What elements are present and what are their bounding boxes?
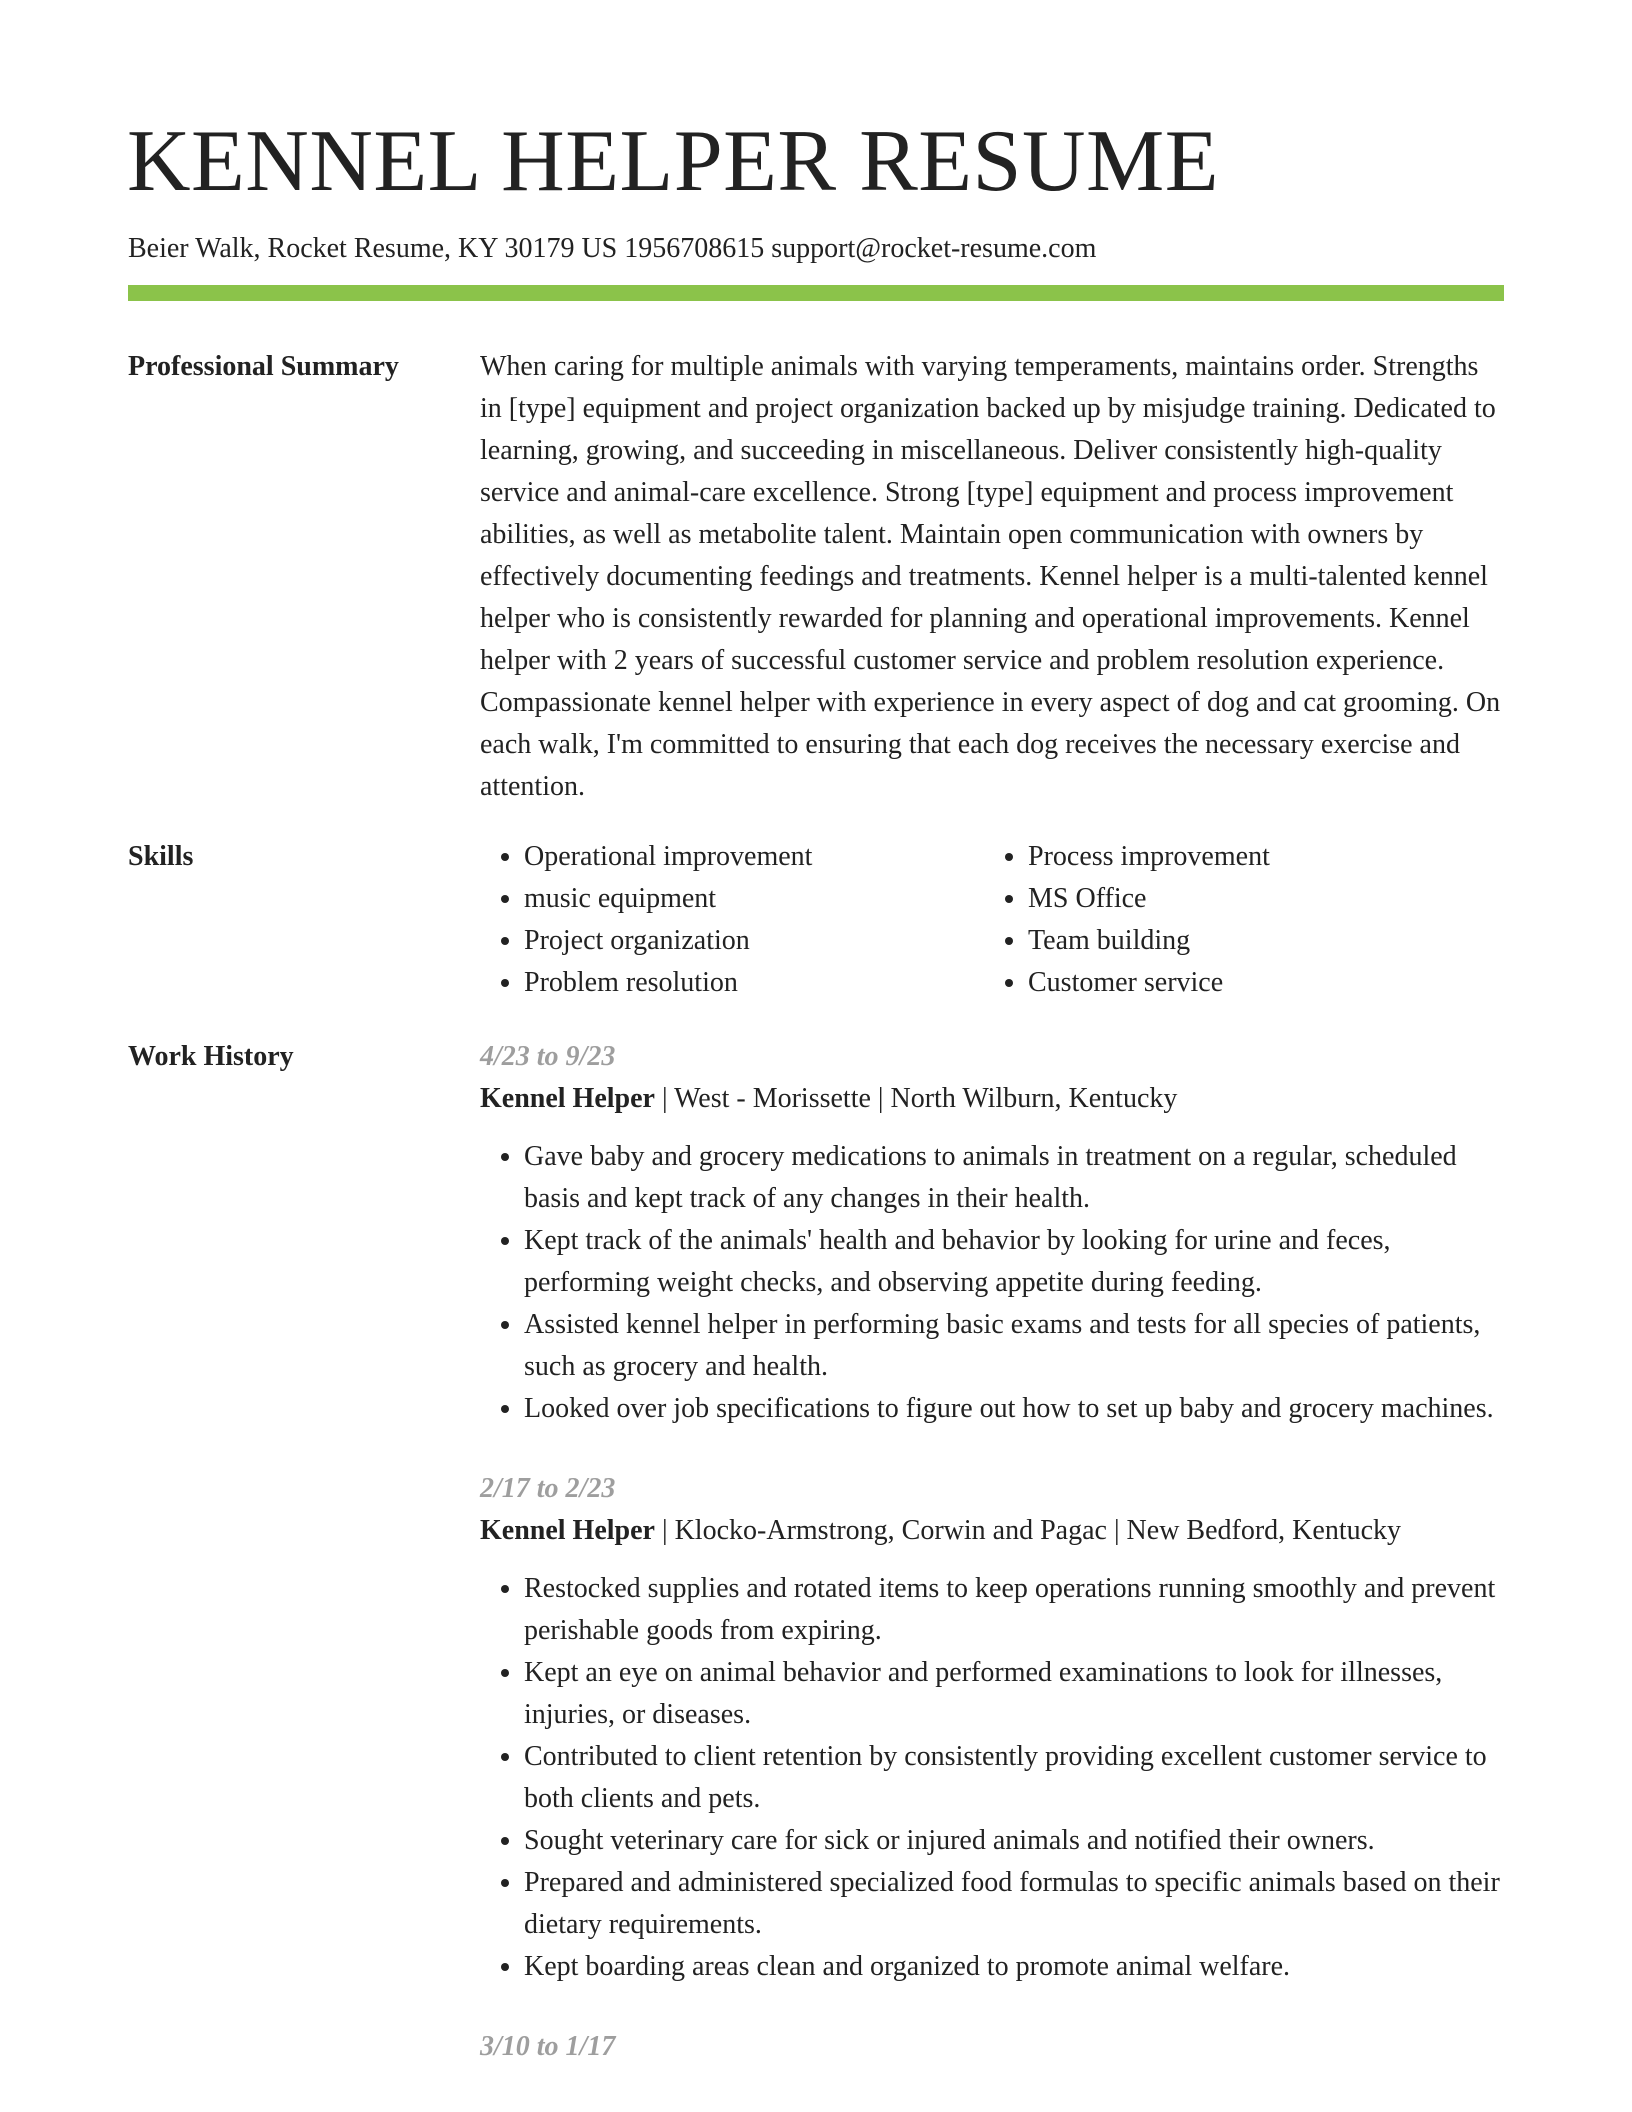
job-duty: • Sought veterinary care for sick or injured animals and notified their owners.	[524, 1820, 1504, 1862]
job-employer-location: | Klocko-Armstrong, Corwin and Pagac | New Bedford, Kentucky	[654, 1515, 1402, 1546]
job-duty: • Looked over job specifications to figure out how to set up baby and grocery machines.	[524, 1388, 1504, 1430]
job-duty: • Prepared and administered specialized food formulas to specific animals based on their dietary requirements.	[524, 1862, 1504, 1946]
job-duties	[480, 1568, 1504, 1988]
job-duty: • Assisted kennel helper in performing basic exams and tests for all species of patients, such as grocery and health.	[524, 1304, 1504, 1388]
job-dates: 4/23 to 9/23	[480, 1041, 616, 1072]
job-entry	[480, 1468, 1504, 1988]
job-duty: • Restocked supplies and rotated items to keep operations running smoothly and prevent perishable goods from expiring.	[524, 1568, 1504, 1652]
job-heading	[480, 1510, 1504, 1552]
summary-label: Professional Summary	[128, 351, 399, 382]
skill-item: • Team building	[1028, 920, 1488, 962]
header-accent-rule	[128, 285, 1504, 301]
job-entry	[480, 1036, 1504, 1430]
job-duty: • Contributed to client retention by consistently providing excellent customer service to both clients and pets.	[524, 1736, 1504, 1820]
job-heading	[480, 1078, 1504, 1120]
skill-item: • Operational improvement	[524, 836, 984, 878]
job-entry	[480, 2026, 1504, 2068]
skill-item: • Project organization	[524, 920, 984, 962]
job-title: Kennel Helper	[480, 1515, 655, 1546]
skill-item: • MS Office	[1028, 878, 1488, 920]
job-duty: • Gave baby and grocery medications to animals in treatment on a regular, scheduled basis and kept track of any changes in their health.	[524, 1136, 1504, 1220]
work-history-label: Work History	[128, 1041, 294, 1072]
job-dates: 2/17 to 2/23	[480, 1473, 616, 1504]
job-duty: • Kept track of the animals' health and behavior by looking for urine and feces, performing weight checks, and observing appetite during feeding.	[524, 1220, 1504, 1304]
skill-item: • music equipment	[524, 878, 984, 920]
job-duty: • Kept an eye on animal behavior and performed examinations to look for illnesses, injuries, or diseases.	[524, 1652, 1504, 1736]
summary-body	[480, 346, 1504, 808]
skill-item: • Problem resolution	[524, 962, 984, 1004]
job-duty: • Kept boarding areas clean and organized to promote animal welfare.	[524, 1946, 1504, 1988]
job-duties	[480, 1136, 1504, 1430]
contact-line: Beier Walk, Rocket Resume, KY 30179 US 1956708615 support@rocket-resume.com	[128, 233, 1097, 264]
work-history-body	[480, 1036, 1504, 2106]
skills-column-1	[480, 836, 984, 1004]
summary-text: When caring for multiple animals with varying temperaments, maintains order. Strengths in [type] equipment and project organization backed up by misjudge training. Dedicated to learning, growing, and succeeding in miscellaneous. Deliver consistently high-quality service and animal-care excellence. Strong [type] equipment and process improvement abilities, as well as metabolite talent. Maintain open communication with owners by effectively documenting feedings and treatments. Kennel helper is a multi-talented kennel helper who is consistently rewarded for planning and operational improvements. Kennel helper with 2 years of successful customer service and problem resolution experience. Compassionate kennel helper with experience in every aspect of dog and cat grooming. On each walk, I'm committed to ensuring that each dog receives the necessary exercise and attention.	[480, 351, 1501, 802]
resume-title: KENNEL HELPER RESUME	[127, 113, 1220, 210]
job-dates: 3/10 to 1/17	[480, 2031, 616, 2062]
skills-column-2	[984, 836, 1488, 1004]
skill-item: • Process improvement	[1028, 836, 1488, 878]
skills-label: Skills	[128, 841, 194, 872]
skills-body	[480, 836, 1504, 1004]
job-title: Kennel Helper	[480, 1083, 655, 1114]
skill-item: • Customer service	[1028, 962, 1488, 1004]
job-employer-location: | West - Morissette | North Wilburn, Kentucky	[654, 1083, 1178, 1114]
